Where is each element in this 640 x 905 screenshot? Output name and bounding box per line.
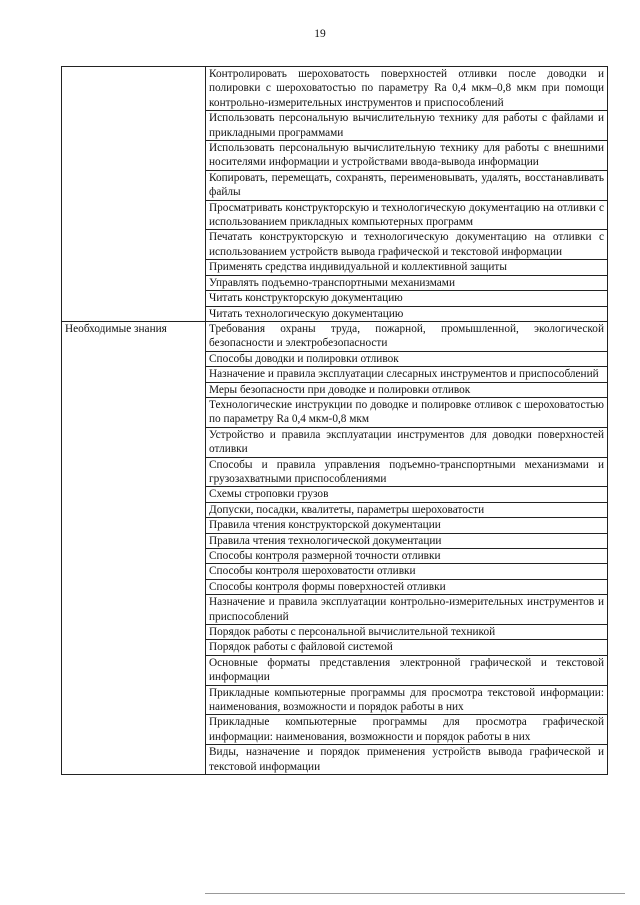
knowledge-item-text: Порядок работы с персональной вычислительной техникой — [209, 626, 496, 639]
knowledge-label-cell — [62, 321, 206, 774]
bottom-divider — [205, 893, 625, 894]
skill-item-cell — [206, 141, 608, 171]
knowledge-item-cell — [206, 595, 608, 625]
skill-item-text: Управлять подъемно-транспортными механизмами — [209, 276, 456, 289]
knowledge-item-text: Назначение и правила эксплуатации контрольно-измерительных инструментов и приспособлений — [209, 596, 604, 623]
knowledge-item-text: Виды, назначение и порядок применения устройств вывода графической и текстовой информации — [209, 746, 604, 773]
skill-item-text: Копировать, перемещать, сохранять, переименовывать, удалять, восстанавливать файлы — [209, 171, 604, 199]
skill-item-cell — [206, 275, 608, 290]
table-row — [62, 67, 608, 111]
requirements-table-body — [62, 67, 608, 775]
knowledge-item-text: Порядок работы с файловой системой — [209, 641, 393, 654]
knowledge-item-text: Способы контроля размерной точности отливки — [209, 550, 441, 562]
knowledge-item-cell — [206, 321, 608, 351]
knowledge-item-text: Меры безопасности при доводке и полировки отливок — [209, 383, 471, 396]
skill-item-text: Использовать персональную вычислительную технику для работы с внешними носителями информации и устройствами ввода-вывода информации — [209, 142, 604, 169]
knowledge-item-cell — [206, 457, 608, 487]
table-row — [62, 321, 608, 351]
knowledge-item-cell — [206, 487, 608, 502]
skill-item-text: Читать конструкторскую документацию — [209, 292, 403, 305]
knowledge-item-text: Допуски, посадки, квалитеты, параметры шероховатости — [209, 503, 485, 516]
knowledge-item-cell — [206, 655, 608, 685]
skill-item-text: Использовать персональную вычислительную технику для работы с файлами и прикладными программами — [209, 112, 604, 139]
skill-item-text: Просматривать конструкторскую и технологическую документацию на отливки с использованием прикладных компьютерных программ — [209, 201, 604, 229]
knowledge-item-cell — [206, 640, 608, 655]
skill-item-cell — [206, 67, 608, 111]
knowledge-item-text: Способы и правила управления подъемно-транспортными механизмами и грузозахватными приспособлениями — [209, 458, 604, 485]
knowledge-item-text: Технологические инструкции по доводке и полировке отливок с шероховатостью по параметру Ra 0,4 мкм-0,8 мкм — [209, 398, 604, 426]
knowledge-item-text: Способы доводки и полировки отливок — [209, 352, 399, 365]
knowledge-item-cell — [206, 518, 608, 533]
knowledge-item-text: Прикладные компьютерные программы для просмотра графической информации: наименования, возможности и порядок работы в них — [209, 716, 604, 743]
skill-item-cell — [206, 230, 608, 260]
skill-item-text: Печатать конструкторскую и технологическую документацию на отливки с использованием устройств вывода графической и текстовой информации — [209, 231, 604, 258]
knowledge-item-cell — [206, 685, 608, 715]
knowledge-item-text: Способы контроля формы поверхностей отливки — [209, 580, 446, 593]
knowledge-item-text: Устройство и правила эксплуатации инструментов для доводки поверхностей отливки — [209, 428, 604, 456]
knowledge-item-cell — [206, 533, 608, 548]
knowledge-item-cell — [206, 625, 608, 640]
skill-item-text: Контролировать шероховатость поверхностей отливки после доводки и полировки с шероховатостью по параметру Ra 0,4 мкм–0,8 мкм при помощи контрольно-измерительных инструментов и приспособлений — [209, 68, 604, 109]
skill-item-cell — [206, 200, 608, 230]
knowledge-item-text: Схемы строповки грузов — [209, 488, 329, 501]
knowledge-item-text: Основные форматы представления электронной графической и текстовой информации — [209, 656, 604, 684]
knowledge-item-cell — [206, 367, 608, 382]
skill-item-cell — [206, 260, 608, 275]
knowledge-item-cell — [206, 549, 608, 564]
knowledge-item-cell — [206, 397, 608, 427]
knowledge-item-cell — [206, 382, 608, 397]
knowledge-item-cell — [206, 427, 608, 457]
knowledge-item-cell — [206, 351, 608, 366]
requirements-table — [61, 66, 608, 775]
skill-item-cell — [206, 306, 608, 321]
page-number: 19 — [314, 28, 326, 40]
skill-item-cell — [206, 291, 608, 306]
knowledge-item-cell — [206, 745, 608, 775]
knowledge-item-text: Назначение и правила эксплуатации слесарных инструментов и приспособлений — [209, 368, 599, 381]
knowledge-item-text: Способы контроля шероховатости отливки — [209, 565, 416, 578]
knowledge-item-text: Правила чтения технологической документации — [209, 534, 442, 547]
knowledge-item-cell — [206, 715, 608, 745]
knowledge-label: Необходимые знания — [65, 322, 167, 335]
knowledge-item-cell — [206, 579, 608, 594]
knowledge-item-cell — [206, 564, 608, 579]
skill-item-cell — [206, 170, 608, 200]
skill-item-text: Читать технологическую документацию — [209, 307, 404, 320]
skill-item-cell — [206, 111, 608, 141]
skills-label-cell — [62, 67, 206, 322]
knowledge-item-text: Правила чтения конструкторской документации — [209, 519, 441, 532]
knowledge-item-text: Прикладные компьютерные программы для просмотра текстовой информации: наименования, возможности и порядок работы в них — [209, 686, 604, 714]
knowledge-item-text: Требования охраны труда, пожарной, промышленной, экологической безопасности и электробезопасности — [209, 322, 604, 350]
knowledge-item-cell — [206, 502, 608, 517]
skill-item-text: Применять средства индивидуальной и коллективной защиты — [209, 261, 507, 274]
